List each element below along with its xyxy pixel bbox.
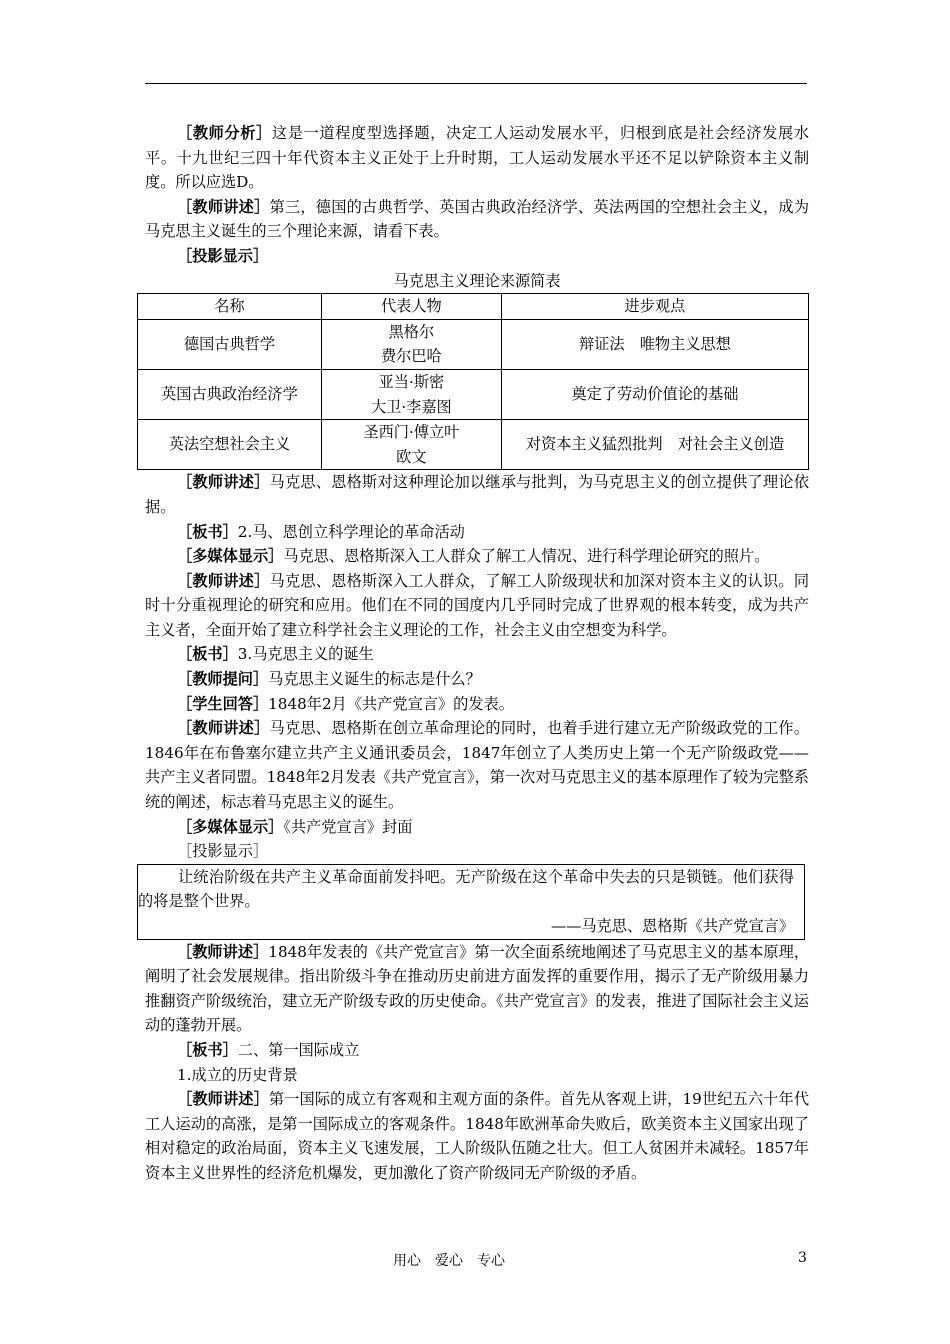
- paragraph-tag: ［学生回答］: [177, 694, 269, 713]
- person: 欧文: [396, 447, 427, 466]
- paragraph-text: 第一国际的成立有客观和主观方面的条件。首先从客观上讲，19世纪五六十年代工人运动的高涨，是第一国际成立的客观条件。1848年欧洲革命失败后，欧美资本主义国家出现了相对稳定的政治局面，资本主义飞速发展，工人阶级队伍随之壮大。但工人贫困并未减轻。1857年资本主义世界性的经济危机爆发，更加激化了资产阶级同无产阶级的矛盾。: [145, 1090, 810, 1182]
- table-cell-name: 英国古典政治经济学: [138, 369, 322, 419]
- table-row: [138, 319, 809, 369]
- paragraph: [145, 470, 809, 519]
- paragraph-text: 1848年发表的《共产党宣言》第一次全面系统地阐述了马克思主义的基本原理，阐明了社会发展规律。指出阶级斗争在推动历史前进方面发挥的重要作用，揭示了无产阶级用暴力推翻资产阶级统治，建立无产阶级专政的历史使命。《共产党宣言》的发表，推进了国际社会主义运动的蓬勃开展。: [145, 942, 810, 1035]
- paragraph-tag: ［教师讲述］: [177, 571, 270, 590]
- paragraph: [145, 716, 809, 814]
- paragraph: [145, 815, 809, 840]
- person: 圣西门·傅立叶: [363, 423, 460, 442]
- paragraph-tag: ［教师讲述］: [177, 1090, 269, 1109]
- paragraph: [145, 940, 809, 1038]
- paragraph-tag: ［教师讲述］: [177, 942, 269, 961]
- paragraph: [145, 520, 809, 545]
- paragraph-tag: ［教师提问］: [177, 670, 269, 689]
- paragraph: [145, 544, 809, 569]
- paragraph-text: 马克思、恩格斯深入工人群众，了解工人阶级现状和加深对资本主义的认识。同时十分重视理论的研究和应用。他们在不同的国度内几乎同时完成了世界观的根本转变，成为共产主义者，全面开始了建立科学社会主义理论的工作，社会主义由空想变为科学。: [145, 571, 810, 639]
- paragraph: [145, 569, 809, 643]
- paragraph-teacher-analysis: [145, 121, 809, 195]
- paragraph-text: 马克思主义诞生的标志是什么？: [268, 670, 481, 689]
- paragraph-teacher-lecture: [145, 195, 809, 244]
- table-cell-name: 德国古典哲学: [138, 319, 322, 369]
- paragraph-text: 这是一道程度型选择题，决定工人运动发展水平，归根到底是社会经济发展水平。十九世纪三四十年代资本主义正处于上升时期，工人运动发展水平还不足以铲除资本主义制度。所以应选D。: [145, 124, 810, 192]
- paragraph-projection: [145, 244, 809, 269]
- paragraph-text: 马克思、恩格斯对这种理论加以继承与批判，为马克思主义的创立提供了理论依据。: [145, 473, 810, 516]
- table-header: 进步观点: [501, 294, 808, 320]
- table-title: 马克思主义理论来源简表: [393, 271, 561, 290]
- paragraph: [145, 1063, 809, 1088]
- table-cell-view: 辩证法 唯物主义思想: [501, 319, 808, 369]
- theory-sources-table: [137, 293, 809, 470]
- table-cell-people: [321, 319, 501, 369]
- table-row: [138, 420, 809, 470]
- paragraph-text: 第三，德国的古典哲学、英国古典政治经济学、英法两国的空想社会主义，成为马克思主义诞生的三个理论来源，请看下表。: [145, 197, 810, 241]
- paragraph-tag: ［板书］: [177, 645, 238, 664]
- person: 黑格尔: [388, 322, 435, 341]
- paragraph-tag: ［教师讲述］: [177, 719, 270, 738]
- table-cell-view: 奠定了劳动价值论的基础: [501, 369, 808, 419]
- paragraph-projection-label: [145, 839, 809, 864]
- quote-source: ——马克思、恩格斯《共产党宣言》: [551, 917, 794, 935]
- paragraph-tag: ［投影显示］: [177, 842, 269, 861]
- paragraph-text: 2.马、恩创立科学理论的革命活动: [237, 522, 465, 541]
- paragraph-tag: ［多媒体显示］: [177, 547, 284, 566]
- table-cell-view: 对资本主义猛烈批判 对社会主义创造: [501, 420, 808, 470]
- paragraph-tag: ［板书］: [177, 522, 238, 541]
- person: 费尔巴哈: [380, 347, 442, 366]
- paragraph-tag: ［多媒体显示］: [177, 817, 284, 836]
- paragraph-tag: ［板书］: [177, 1040, 238, 1059]
- table-cell-people: [321, 420, 501, 470]
- paragraph-text: 二、第一国际成立: [237, 1040, 360, 1059]
- quote-text: 让统治阶级在共产主义革命面前发抖吧。无产阶级在这个革命中失去的只是锁链。他们获得的将是整个世界。: [138, 867, 794, 911]
- table-header-row: [138, 294, 809, 320]
- paragraph-tag: ［教师讲述］: [177, 197, 270, 216]
- quote-box: [137, 864, 805, 940]
- paragraph-tag: ［教师分析］: [177, 124, 272, 142]
- table-cell-name: 英法空想社会主义: [138, 420, 322, 470]
- paragraph: [145, 642, 809, 667]
- paragraph-text: 马克思、恩格斯在创立革命理论的同时，也着手进行建立无产阶级政党的工作。1846年在布鲁塞尔建立共产主义通讯委员会，1847年创立了人类历史上第一个无产阶级政党——共产主义者同盟。1848年2月发表《共产党宣言》，第一次对马克思主义的基本原理作了较为完整系统的阐述，标志着马克思主义的诞生。: [145, 719, 810, 812]
- paragraph-text: 3.马克思主义的诞生: [237, 645, 374, 664]
- paragraph: [145, 692, 809, 717]
- paragraph: [145, 1038, 809, 1063]
- table-header: 名称: [138, 294, 322, 320]
- paragraph-text: 1848年2月《共产党宣言》的发表。: [268, 694, 514, 713]
- paragraph: [145, 667, 809, 692]
- paragraph-text: 1.成立的历史背景: [177, 1065, 298, 1084]
- page-content: [138, 121, 810, 1186]
- paragraph: [145, 1087, 809, 1185]
- table-cell-people: [321, 369, 501, 419]
- paragraph-tag: ［教师讲述］: [177, 473, 270, 492]
- person: 大卫·李嘉图: [370, 397, 452, 416]
- table-header: 代表人物: [321, 294, 501, 320]
- paragraph-text: 《共产党宣言》封面: [283, 817, 413, 836]
- person: 亚当·斯密: [378, 372, 445, 391]
- footer-motto: 用心 爱心 专心: [393, 1253, 505, 1269]
- header-rule: [145, 83, 807, 84]
- page-number: 3: [798, 1250, 807, 1266]
- paragraph-tag: ［投影显示］: [177, 246, 269, 265]
- table-row: [138, 369, 809, 419]
- paragraph-text: 马克思、恩格斯深入工人群众了解工人情况、进行科学理论研究的照片。: [283, 547, 770, 566]
